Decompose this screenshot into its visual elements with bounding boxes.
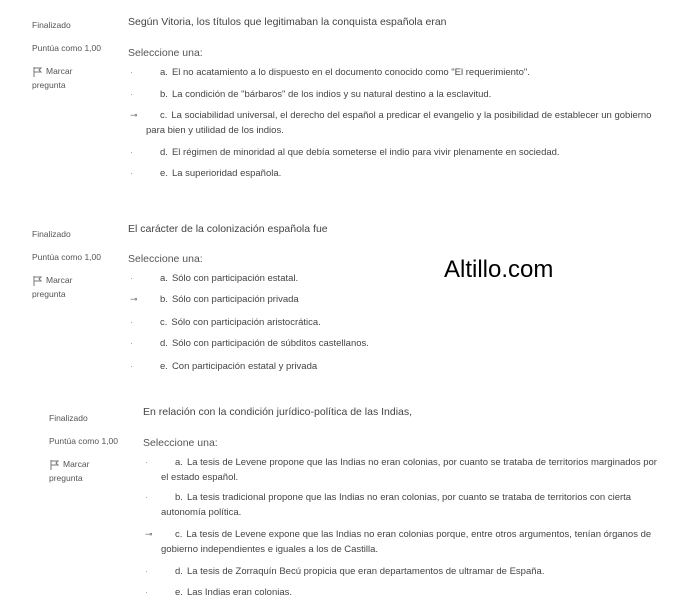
option-letter: d. bbox=[160, 338, 168, 349]
option-letter: b. bbox=[160, 294, 168, 305]
question-status: Finalizado bbox=[32, 229, 71, 239]
option-letter: a. bbox=[160, 67, 168, 78]
option-letter: c. bbox=[160, 110, 168, 121]
answer-option-b[interactable] bbox=[130, 292, 676, 307]
radio-icon[interactable]: · bbox=[130, 147, 133, 157]
radio-selected-icon[interactable]: ⊸ bbox=[145, 529, 153, 539]
radio-icon[interactable]: · bbox=[130, 89, 133, 99]
flag-icon bbox=[50, 460, 59, 470]
answer-option-c[interactable] bbox=[145, 527, 661, 557]
radio-selected-icon[interactable]: ⊸ bbox=[130, 294, 138, 304]
radio-icon[interactable]: · bbox=[130, 273, 133, 283]
option-text: Sólo con participación aristocrática. bbox=[171, 317, 321, 328]
option-letter: c. bbox=[175, 529, 183, 540]
radio-selected-icon[interactable]: ⊸ bbox=[130, 110, 138, 120]
answer-option-c[interactable] bbox=[130, 108, 666, 138]
option-text: La condición de "bárbaros" de los indios y su natural destino a la esclavitud. bbox=[171, 89, 492, 100]
option-text: La tesis de Zorraquín Becú propicia que eran departamentos de ultramar de España. bbox=[186, 566, 545, 577]
radio-icon[interactable]: · bbox=[145, 492, 148, 502]
answer-option-c[interactable] bbox=[130, 315, 676, 330]
select-one-label: Seleccione una: bbox=[128, 47, 203, 59]
option-letter: a. bbox=[160, 273, 168, 284]
answer-option-e[interactable] bbox=[130, 359, 676, 374]
option-text: El régimen de minoridad al que debía someterse el indio para vivir plenamente en sociedad. bbox=[171, 147, 560, 158]
radio-icon[interactable]: · bbox=[130, 168, 133, 178]
option-letter: d. bbox=[175, 566, 183, 577]
option-text: La tesis de Levene propone que las Indias no eran colonias, por cuanto se trataba de territorios marginados por el estado español. bbox=[161, 457, 657, 483]
option-letter: a. bbox=[175, 457, 183, 468]
option-letter: e. bbox=[160, 361, 168, 372]
answer-option-d[interactable] bbox=[130, 145, 676, 160]
answer-option-d[interactable] bbox=[145, 564, 661, 579]
flag-label-2: pregunta bbox=[49, 473, 83, 483]
option-text: La sociabilidad universal, el derecho del español a predicar el evangelio y la posibilidad de establecer un gobierno para bien y utilidad de los indios. bbox=[146, 110, 652, 136]
question-text: Según Vitoria, los títulos que legitimaban la conquista española eran bbox=[128, 16, 447, 28]
answer-option-a[interactable] bbox=[145, 455, 661, 485]
question-text: En relación con la condición jurídico-política de las Indias, bbox=[143, 406, 413, 418]
option-text: La superioridad española. bbox=[171, 168, 282, 179]
question-points: Puntúa como 1,00 bbox=[32, 43, 101, 53]
question-status: Finalizado bbox=[32, 20, 71, 30]
radio-icon[interactable]: · bbox=[130, 67, 133, 77]
flag-label-2: pregunta bbox=[32, 80, 66, 90]
radio-icon[interactable]: · bbox=[145, 457, 148, 467]
question-status: Finalizado bbox=[49, 413, 88, 423]
radio-icon[interactable]: · bbox=[130, 338, 133, 348]
option-text: Sólo con participación estatal. bbox=[171, 273, 299, 284]
option-text: El no acatamiento a lo dispuesto en el documento conocido como "El requerimiento". bbox=[171, 67, 530, 78]
option-letter: d. bbox=[160, 147, 168, 158]
option-letter: b. bbox=[160, 89, 168, 100]
answer-option-b[interactable] bbox=[145, 490, 661, 520]
option-text: La tesis tradicional propone que las Indias no eran colonias, por cuanto se trataba de territorios con cierta autonomía política. bbox=[161, 492, 632, 518]
flag-label-2: pregunta bbox=[32, 289, 66, 299]
answer-option-e[interactable] bbox=[130, 166, 676, 181]
flag-icon bbox=[33, 67, 42, 77]
question-points: Puntúa como 1,00 bbox=[32, 252, 101, 262]
radio-icon[interactable]: · bbox=[130, 361, 133, 371]
radio-icon[interactable]: · bbox=[145, 587, 148, 597]
answer-option-a[interactable] bbox=[130, 271, 676, 286]
option-text: Sólo con participación de súbditos castellanos. bbox=[171, 338, 369, 349]
option-letter: e. bbox=[175, 587, 183, 598]
answer-option-b[interactable] bbox=[130, 87, 676, 102]
option-text: La tesis de Levene expone que las Indias no eran colonias porque, entre otros argumentos, tenían órganos de gobierno independientes e iguales a los de Castilla. bbox=[161, 529, 652, 555]
option-letter: b. bbox=[175, 492, 183, 503]
flag-icon bbox=[33, 276, 42, 286]
option-letter: e. bbox=[160, 168, 168, 179]
watermark-text: Altillo.com bbox=[444, 256, 554, 283]
flag-label: Marcar bbox=[63, 459, 90, 469]
answer-option-d[interactable] bbox=[130, 336, 676, 351]
flag-label: Marcar bbox=[46, 275, 73, 285]
radio-icon[interactable]: · bbox=[130, 317, 133, 327]
radio-icon[interactable]: · bbox=[145, 566, 148, 576]
option-text: Las Indias eran colonias. bbox=[186, 587, 293, 598]
question-text: El carácter de la colonización española fue bbox=[128, 223, 328, 235]
question-points: Puntúa como 1,00 bbox=[49, 436, 118, 446]
answer-option-e[interactable] bbox=[145, 585, 661, 600]
flag-label: Marcar bbox=[46, 66, 73, 76]
option-text: Con participación estatal y privada bbox=[171, 361, 318, 372]
option-text: Sólo con participación privada bbox=[171, 294, 299, 305]
answer-option-a[interactable] bbox=[130, 65, 676, 80]
select-one-label: Seleccione una: bbox=[143, 437, 218, 449]
select-one-label: Seleccione una: bbox=[128, 253, 203, 265]
option-letter: c. bbox=[160, 317, 168, 328]
